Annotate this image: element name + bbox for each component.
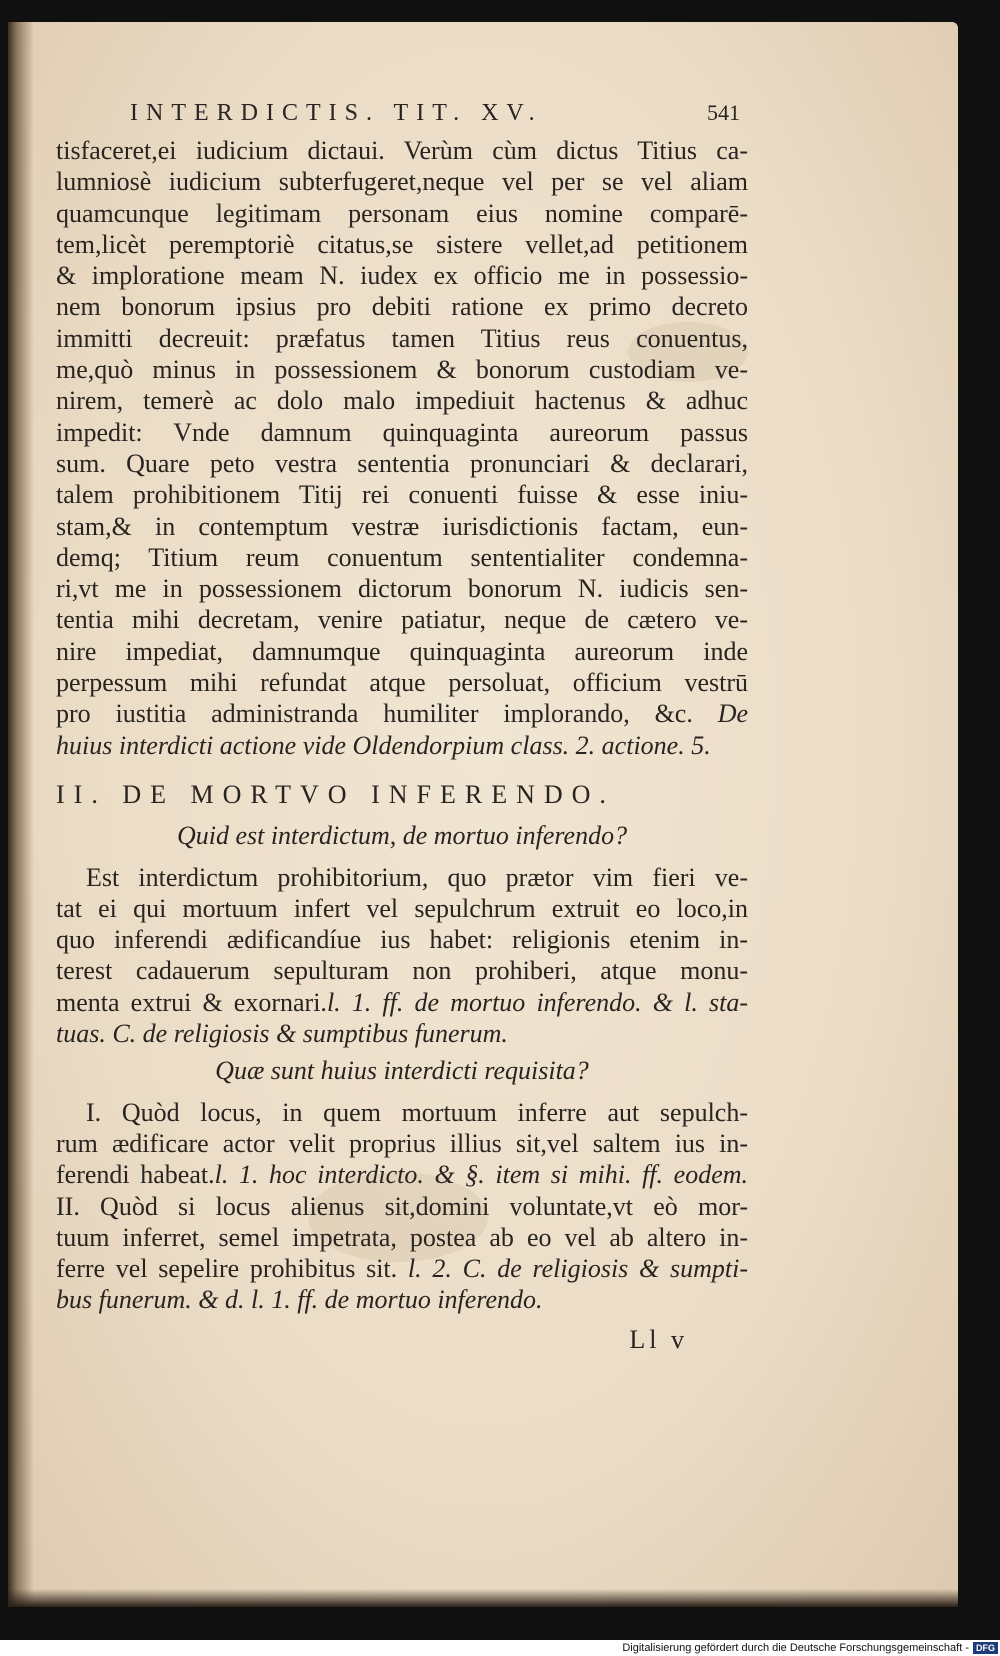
text-line: nirem, temerè ac dolo malo impediuit hactenus & adhuc	[56, 386, 748, 416]
text-line: ri,vt me in possessionem dictorum bonorum N. iudicis sen-	[56, 574, 748, 604]
citation-italic: l. 1. hoc interdicto. & §. item si mihi. ff. eodem.	[214, 1160, 749, 1190]
text-line: nem bonorum ipsius pro debiti ratione ex primo decreto	[56, 292, 748, 322]
question-heading: Quæ sunt huius interdicti requisita?	[215, 1056, 589, 1086]
citation-line: bus funerum. & d. l. 1. ff. de mortuo inferendo.	[56, 1285, 543, 1315]
text-line: tuum inferret, semel impetrata, postea ab eo vel ab altero in-	[56, 1222, 748, 1252]
text-line: immitti decreuit: præfatus tamen Titius reus conuentus,	[56, 323, 748, 353]
paragraph-definition	[56, 862, 748, 1050]
text-line: I. Quòd locus, in quem mortuum inferre aut sepulch-	[86, 1097, 748, 1127]
page-bottom-edge	[8, 1589, 958, 1607]
text-line: & imploratione meam N. iudex ex officio me in possessio-	[56, 261, 748, 291]
text-block	[56, 97, 748, 1355]
text-line: II. Quòd si locus alienus sit,domini voluntate,vt eò mor-	[56, 1191, 748, 1221]
running-head	[56, 97, 748, 135]
footer-credit: Digitalisierung gefördert durch die Deutsche Forschungsgemeinschaft -	[622, 1642, 969, 1654]
running-title: INTERDICTIS. TIT. XV.	[130, 100, 543, 126]
paragraph-requisites	[56, 1097, 748, 1316]
text-line: sum. Quare peto vestra sententia pronunciari & declarari,	[56, 448, 748, 478]
text-line-body: pro iustitia administranda humiliter implorando, &c.	[56, 699, 693, 729]
text-line: tem,licèt peremptoriè citatus,se sistere vellet,ad petitionem	[56, 229, 748, 259]
text-line: tat ei qui mortuum infert vel sepulchrum extruit eo loco,in	[56, 893, 748, 923]
text-line	[56, 987, 748, 1018]
text-line	[56, 1159, 748, 1190]
text-line: demq; Titium reum conuentum sententialiter condemna-	[56, 542, 748, 572]
text-line: perpessum mihi refundat atque persoluat, officium vestrū	[56, 668, 748, 698]
text-line: rum ædificare actor velit proprius illius sit,vel saltem ius in-	[56, 1128, 748, 1158]
text-line-body: ferendi habeat.	[56, 1160, 215, 1190]
digitization-footer	[0, 1640, 1000, 1656]
text-line: quo inferendi ædificandíue ius habet: religionis etenim in-	[56, 925, 748, 955]
text-line: terest cadauerum sepulturam non prohiberi, atque monu-	[56, 956, 748, 986]
text-line-body: ferre vel sepelire prohibitus sit.	[56, 1254, 398, 1284]
text-line: me,quò minus in possessionem & bonorum custodiam ve-	[56, 355, 748, 385]
page-gutter-shadow	[8, 22, 34, 1607]
text-line-body: menta extrui & exornari.	[56, 987, 327, 1017]
citation-line: tuas. C. de religiosis & sumptibus funerum.	[56, 1019, 508, 1049]
text-line: Est interdictum prohibitorium, quo prætor vim fieri ve-	[86, 862, 748, 892]
question-heading: Quid est interdictum, de mortuo inferendo?	[176, 821, 628, 851]
text-line: nire impediat, damnumque quinquaginta aureorum inde	[56, 636, 748, 666]
page-number: 541	[707, 100, 740, 125]
text-line: tentia mihi decretam, venire patiatur, neque de cætero ve-	[56, 605, 748, 635]
text-line: lumniosè iudicium subterfugeret,neque vel per se vel aliam	[56, 167, 748, 197]
citation-line: huius interdicti actione vide Oldendorpium class. 2. actione. 5.	[56, 730, 711, 760]
citation-italic: l. 2. C. de religiosis & sumpti-	[407, 1254, 749, 1284]
citation-italic: De	[717, 699, 749, 729]
text-line: tisfaceret,ei iudicium dictaui. Verùm cùm dictus Titius ca-	[56, 136, 748, 165]
text-line: quamcunque legitimam personam eius nomine comparē-	[56, 198, 748, 228]
dfg-logo: DFG	[973, 1642, 998, 1654]
text-line: stam,& in contemptum vestræ iurisdictionis factam, eun-	[56, 511, 748, 541]
text-line: impedit: Vnde damnum quinquaginta aureorum passus	[56, 417, 748, 447]
book-page	[8, 22, 958, 1607]
text-line	[56, 1253, 748, 1284]
citation-italic: l. 1. ff. de mortuo inferendo. & l. sta-	[326, 987, 748, 1017]
catchword: Ll v	[629, 1324, 688, 1354]
paragraph-petition	[56, 135, 748, 761]
text-line	[56, 698, 748, 729]
text-line: talem prohibitionem Titij rei conuenti fuisse & esse iniu-	[56, 480, 748, 510]
section-heading: II. DE MORTVO INFERENDO.	[56, 779, 615, 809]
